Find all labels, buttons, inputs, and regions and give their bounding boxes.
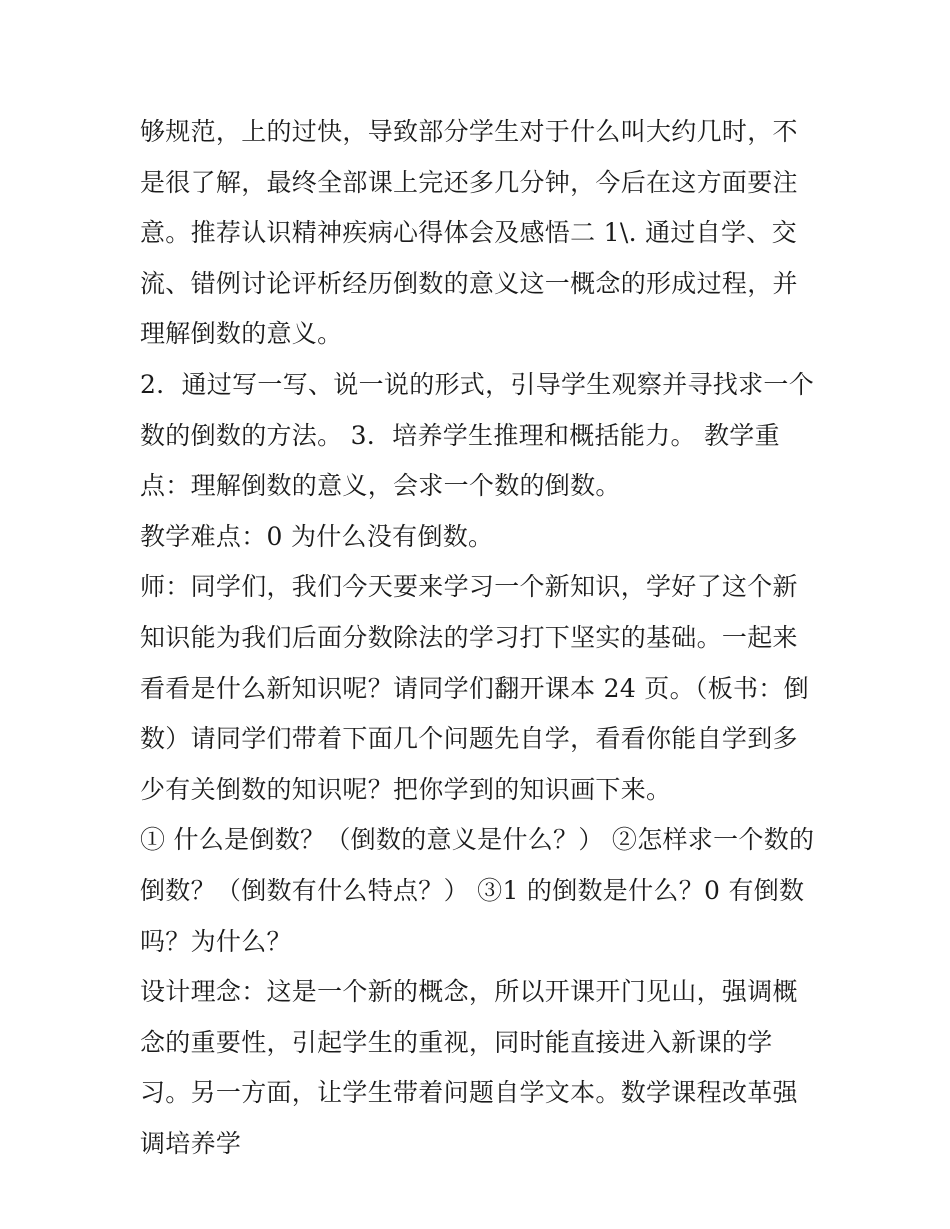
paragraph-5: ① 什么是倒数？（倒数的意义是什么？） ②怎样求一个数的倒数？（倒数有什么特点？） ③1 的倒数是什么？0 有倒数吗？为什么？: [140, 825, 815, 956]
paragraph-2: 2．通过写一写、说一说的形式，引导学生观察并寻找求一个数的倒数的方法。 3．培养学生推理和概括能力。 教学重点：理解倒数的意义，会求一个数的倒数。: [140, 369, 815, 501]
body-text: [140, 107, 820, 1169]
paragraph-6: 设计理念：这是一个新的概念，所以开课开门见山，强调概念的重要性，引起学生的重视，同时能直接进入新课的学习。另一方面，让学生带着问题自学文本。数学课程改革强调培养学: [140, 977, 798, 1158]
paragraph-1: 够规范，上的过快，导致部分学生对于什么叫大约几时，不是很了解，最终全部课上完还多几分钟，今后在这方面要注意。推荐认识精神疾病心得体会及感悟二 1\. 通过自学、交流、错例讨论评析经历倒数的意义这一概念的形成过程，并理解倒数的意义。: [140, 117, 798, 349]
paragraph-3: 教学难点：0 为什么没有倒数。: [140, 521, 494, 551]
paragraph-4: 师：同学们，我们今天要来学习一个新知识，学好了这个新知识能为我们后面分数除法的学习打下坚实的基础。一起来看看是什么新知识呢？请同学们翻开课本 24 页。（板书：倒数）请同学们带着下面几个问题先自学，看看你能自学到多少有关倒数的知识呢？把你学到的知识画下来。: [140, 572, 809, 804]
